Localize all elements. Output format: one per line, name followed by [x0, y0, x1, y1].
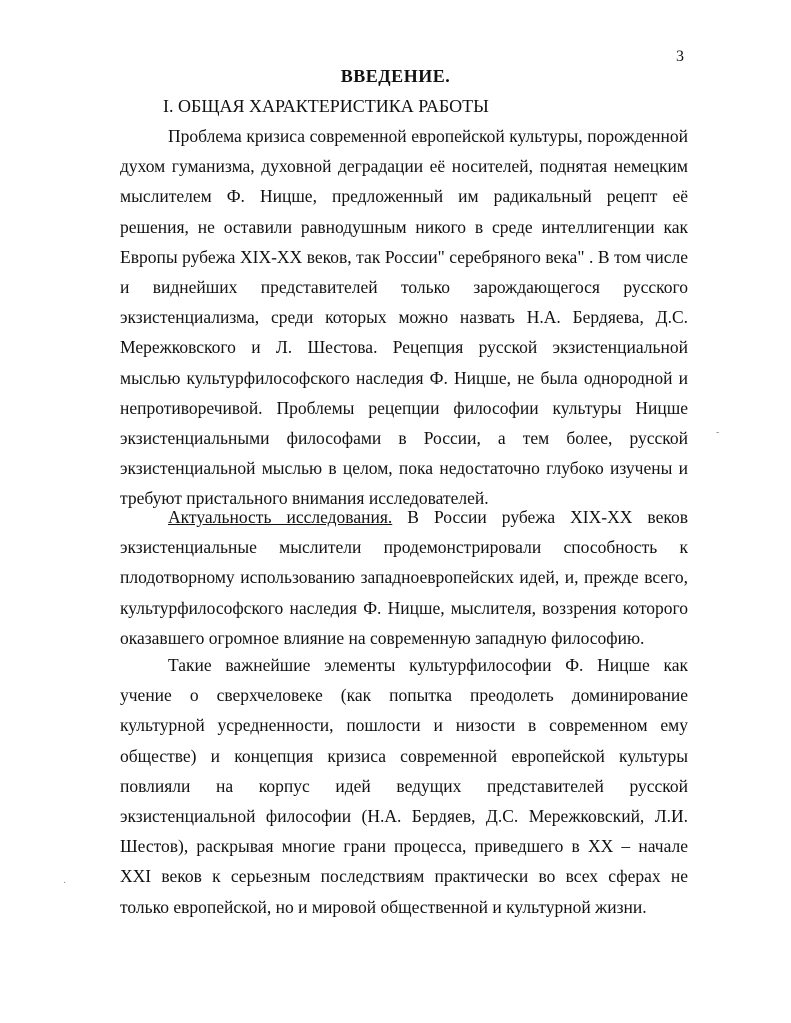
- relevance-title: Актуальность исследования.: [168, 507, 393, 527]
- text-line: экзистенциальными философами в России, а тем более, русской: [120, 427, 688, 448]
- text-line: XXI веков к серьезным последствиям практически во всех сферах не: [120, 866, 688, 887]
- text-line: мыслью культурфилософского наследия Ф. Ницше, не была однородной и: [120, 367, 688, 388]
- text-line: непротиворечивой. Проблемы рецепции философии культуры Ницше: [120, 397, 688, 418]
- paragraph-relevance: [120, 502, 688, 653]
- scan-speck: ·: [63, 878, 67, 889]
- text-line: плодотворному использованию западноевропейских идей, и, прежде всего,: [120, 567, 688, 588]
- text-line: экзистенциальные мыслители продемонстрировали способность к: [120, 537, 688, 558]
- text-line: культурной усредненности, пошлости и низости в современном ему: [120, 715, 688, 736]
- heading-introduction: ВВЕДЕНИЕ.: [340, 66, 451, 86]
- text-line: решения, не оставили равнодушным никого в среде интеллигенции как: [120, 216, 688, 237]
- text-line: требуют пристального внимания исследователей.: [120, 488, 489, 509]
- text-line: культурфилософского наследия Ф. Ницше, мыслителя, воззрения которого: [120, 597, 688, 618]
- text-line: учение о сверхчеловеке (как попытка преодолеть доминирование: [120, 685, 688, 706]
- paragraph-elements: [120, 650, 688, 922]
- text-line: Проблема кризиса современной европейской культуры, порожденной: [168, 126, 688, 146]
- paragraph-problem: [120, 121, 688, 513]
- text-line: экзистенциальной мыслью в целом, пока недостаточно глубоко изучены и: [120, 458, 688, 479]
- relevance-first-line-text: В России рубежа XIX-XX веков: [392, 507, 688, 527]
- text-line: и виднейших представителей только зарождающегося русского: [120, 276, 688, 297]
- page-number: 3: [676, 48, 684, 65]
- text-line: повлияли на корпус идей ведущих представителей русской: [120, 775, 688, 796]
- heading-general-characteristics: I. ОБЩАЯ ХАРАКТЕРИСТИКА РАБОТЫ: [163, 96, 489, 116]
- text-line: Европы рубежа XIX-XX веков, так России" серебряного века" . В том числе: [120, 246, 688, 267]
- text-line: экзистенциализма, среди которых можно назвать Н.А. Бердяева, Д.С.: [120, 307, 688, 328]
- text-line: духом гуманизма, духовной деградации её носителей, поднятая немецким: [120, 156, 688, 177]
- text-line: обществе) и концепция кризиса современной европейской культуры: [120, 745, 688, 766]
- text-line: [120, 502, 688, 532]
- text-line: Шестов), раскрывая многие грани процесса, приведшего в XX – начале: [120, 836, 688, 857]
- text-line: только европейской, но и мировой общественной и культурной жизни.: [120, 896, 647, 917]
- text-line: оказавшего огромное влияние на современную западную философию.: [120, 627, 645, 648]
- text-line: мыслителем Ф. Ницше, предложенный им радикальный рецепт её: [120, 186, 688, 207]
- text-line: Мережковского и Л. Шестова. Рецепция русской экзистенциальной: [120, 337, 688, 358]
- text-line: экзистенциальной философии (Н.А. Бердяев, Д.С. Мережковский, Л.И.: [120, 805, 688, 826]
- text-line: Такие важнейшие элементы культурфилософии Ф. Ницше как: [168, 655, 688, 675]
- scan-speck: ‐: [716, 427, 720, 438]
